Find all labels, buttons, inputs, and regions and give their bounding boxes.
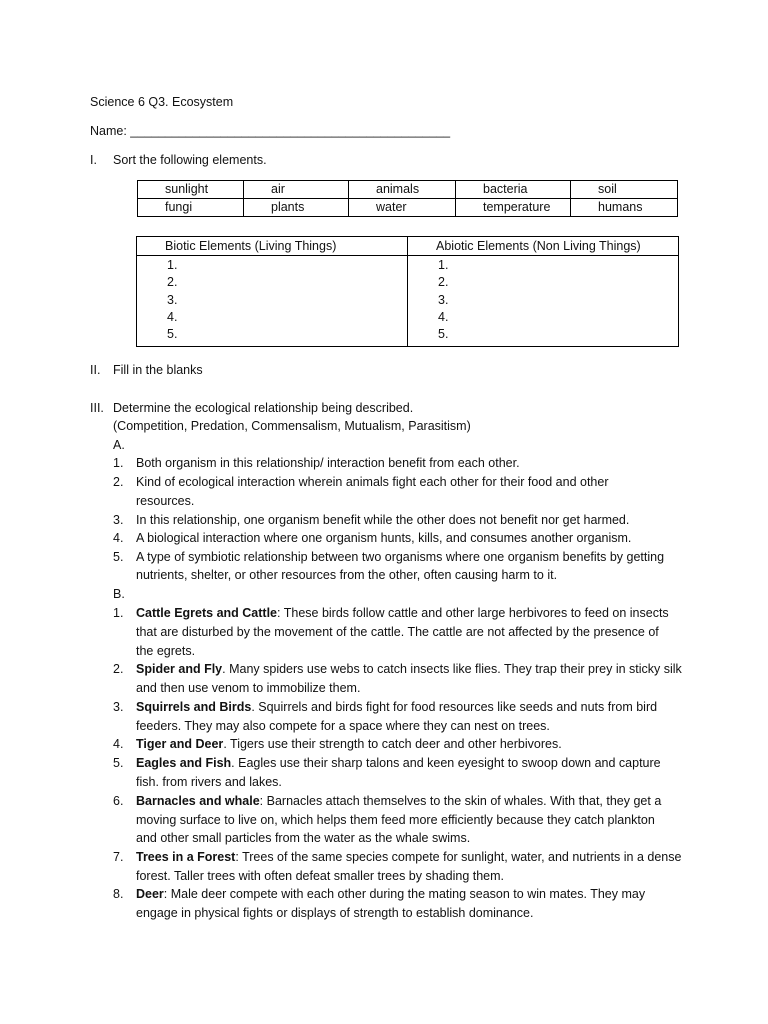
answer-number: 5. (167, 327, 178, 342)
item-subject: Deer (136, 887, 164, 901)
element-cell: plants (244, 199, 349, 217)
list-item-text: resources. (136, 494, 195, 508)
list-item-number: 5. (113, 756, 124, 770)
answer-number: 4. (167, 309, 178, 324)
list-item-number: 2. (113, 662, 124, 676)
list-item-text: fish. from rivers and lakes. (136, 775, 282, 789)
element-cell: water (349, 199, 456, 217)
list-item-text (136, 754, 661, 772)
list-item-text (136, 604, 669, 622)
section-i-instruction: Sort the following elements. (113, 153, 267, 167)
list-item-number: 3. (113, 700, 124, 714)
table-row (138, 199, 678, 217)
part-b-label: B. (113, 587, 125, 601)
list-item-text (136, 792, 661, 810)
answer-number: 3. (167, 292, 178, 307)
element-cell: temperature (456, 199, 571, 217)
answer-number: 2. (438, 275, 449, 290)
list-item-text: nutrients, shelter, or other resources from the other, often causing harm to it. (136, 568, 558, 582)
list-item-number: 3. (113, 513, 124, 527)
element-cell: sunlight (138, 181, 244, 199)
sort-table (136, 236, 679, 347)
table-row (138, 181, 678, 199)
list-item-text: forest. Taller trees with often defeat smaller trees by shading them. (136, 869, 505, 883)
item-description: . Squirrels and birds fight for food resources like seeds and nuts from bird (251, 700, 658, 714)
element-cell: soil (571, 181, 678, 199)
list-item-number: 7. (113, 850, 124, 864)
list-item-text: A type of symbiotic relationship between two organisms where one organism benefits by getting (136, 550, 665, 564)
section-i-number: I. (90, 153, 97, 167)
item-subject: Squirrels and Birds (136, 700, 252, 714)
item-description: : Barnacles attach themselves to the skin of whales. With that, they get a (259, 794, 662, 808)
answer-number: 3. (438, 292, 449, 307)
list-item-text: the egrets. (136, 644, 196, 658)
list-item-text (136, 660, 682, 678)
list-item-number: 4. (113, 737, 124, 751)
item-description: : These birds follow cattle and other large herbivores to feed on insects (277, 606, 669, 620)
answer-number: 2. (167, 275, 178, 290)
relationship-choices: (Competition, Predation, Commensalism, Mutualism, Parasitism) (113, 419, 471, 433)
element-cell: air (244, 181, 349, 199)
list-item-number: 1. (113, 456, 124, 470)
list-item-number: 6. (113, 794, 124, 808)
part-a-label: A. (113, 438, 125, 452)
section-ii-instruction: Fill in the blanks (113, 363, 203, 377)
abiotic-header: Abiotic Elements (Non Living Things) (408, 237, 679, 256)
answer-number: 4. (438, 309, 449, 324)
answer-number: 5. (438, 327, 449, 342)
item-subject: Eagles and Fish (136, 756, 232, 770)
list-item-text: engage in physical fights or displays of strength to establish dominance. (136, 906, 534, 920)
list-item-number: 2. (113, 475, 124, 489)
item-subject: Cattle Egrets and Cattle (136, 606, 278, 620)
item-description: : Male deer compete with each other during the mating season to win mates. They may (163, 887, 646, 901)
list-item-text: Kind of ecological interaction wherein animals fight each other for their food and other (136, 475, 609, 489)
worksheet-title: Science 6 Q3. Ecosystem (90, 95, 234, 109)
item-description: . Many spiders use webs to catch insects like flies. They trap their prey in sticky silk (222, 662, 682, 676)
answer-number: 1. (438, 258, 449, 272)
list-item-text: and then use venom to immobilize them. (136, 681, 361, 695)
elements-table (137, 180, 678, 217)
table-header-row (137, 237, 679, 256)
item-description: . Eagles use their sharp talons and keen eyesight to swoop down and capture (231, 756, 661, 770)
table-row (137, 256, 679, 347)
element-cell: humans (571, 199, 678, 217)
list-item-text: feeders. They may also compete for a space where they can nest on trees. (136, 719, 550, 733)
item-subject: Tiger and Deer (136, 737, 224, 751)
element-cell: fungi (138, 199, 244, 217)
element-cell: animals (349, 181, 456, 199)
list-item-text: Both organism in this relationship/ interaction benefit from each other. (136, 456, 520, 470)
section-ii-number: II. (90, 363, 101, 377)
list-item-text: and other small particles from the water as the whale swims. (136, 831, 471, 845)
list-item-text: A biological interaction where one organism hunts, kills, and consumes another organism. (136, 531, 632, 545)
answer-number: 1. (167, 258, 178, 272)
list-item-text: that are disturbed by the movement of the cattle. The cattle are not affected by the presence of (136, 625, 659, 639)
list-item-text: In this relationship, one organism benefit while the other does not benefit nor get harmed. (136, 513, 630, 527)
abiotic-answer-cell[interactable] (408, 256, 679, 347)
name-line: Name: ______________________________________________ (90, 124, 451, 138)
biotic-header: Biotic Elements (Living Things) (137, 237, 408, 256)
list-item-number: 4. (113, 531, 124, 545)
item-description: . Tigers use their strength to catch deer and other herbivores. (223, 737, 562, 751)
item-subject: Trees in a Forest (136, 850, 236, 864)
list-item-text (136, 735, 562, 753)
biotic-answer-cell[interactable] (137, 256, 408, 347)
list-item-text (136, 698, 657, 716)
item-description: : Trees of the same species compete for sunlight, water, and nutrients in a dense (235, 850, 682, 864)
element-cell: bacteria (456, 181, 571, 199)
item-subject: Barnacles and whale (136, 794, 260, 808)
list-item-number: 5. (113, 550, 124, 564)
list-item-text: moving surface to live on, which helps them feed more efficiently because they catch plankton (136, 813, 655, 827)
list-item-text (136, 885, 645, 903)
section-iii-number: III. (90, 401, 104, 415)
section-iii-instruction: Determine the ecological relationship being described. (113, 401, 414, 415)
item-subject: Spider and Fly (136, 662, 223, 676)
list-item-number: 8. (113, 887, 124, 901)
list-item-number: 1. (113, 606, 124, 620)
list-item-text (136, 848, 681, 866)
